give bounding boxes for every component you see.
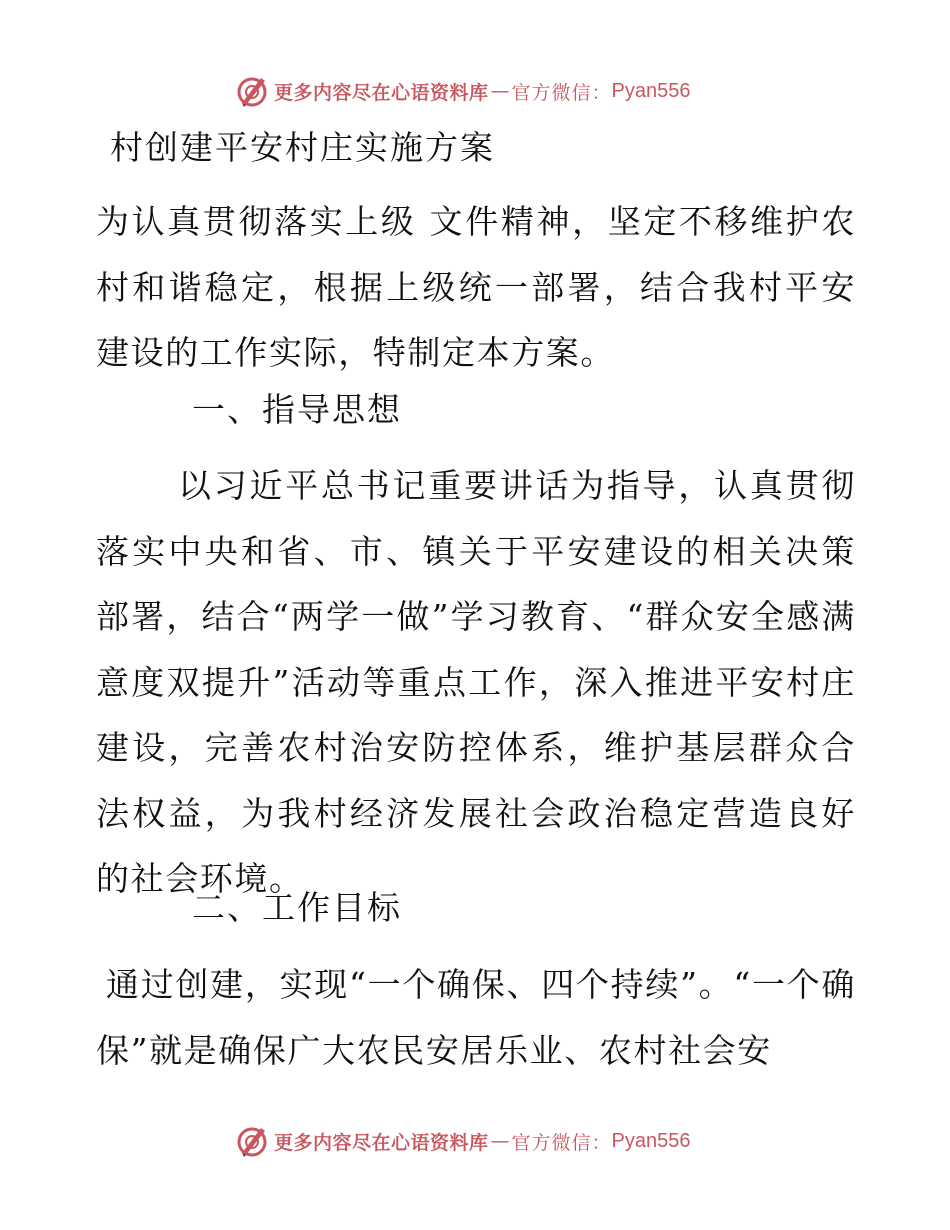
watermark-text: 更多内容尽在心语资料库 (274, 1131, 489, 1154)
pen-circle-logo-icon (234, 73, 270, 109)
section-heading-work-goals: 二、工作目标 (192, 888, 402, 927)
watermark-official-label: 官方微信： (511, 1131, 612, 1154)
pen-circle-logo-icon (234, 1123, 270, 1159)
watermark-official-label: 官方微信： (511, 81, 612, 104)
section-heading-guiding-thought: 一、指导思想 (192, 390, 402, 429)
watermark-wechat-id: Pyan556 (611, 79, 691, 102)
watermark-text: 更多内容尽在心语资料库 (274, 81, 489, 104)
watermark-wechat-id: Pyan556 (611, 1129, 691, 1152)
footer-watermark (234, 1121, 691, 1161)
watermark-separator: — (490, 80, 510, 102)
header-watermark (234, 71, 691, 111)
section-body-work-goals: 通过创建，实现“一个确保、四个持续”。“一个确保”就是确保广大农民安居乐业、农村社会安 (96, 965, 856, 1070)
section-body-guiding-thought: 以习近平总书记重要讲话为指导，认真贯彻落实中央和省、市、镇关于平安建设的相关决策部署，结合“两学一做”学习教育、“群众安全感满意度双提升”活动等重点工作，深入推进平安村庄建设，完善农村治安防控体系，维护基层群众合法权益，为我村经济发展社会政治稳定营造良好的社会环境。 (96, 466, 856, 898)
document-title: 村创建平安村庄实施方案 (110, 128, 495, 167)
watermark-separator: — (490, 1130, 510, 1152)
intro-paragraph: 为认真贯彻落实上级 文件精神，坚定不移维护农村和谐稳定，根据上级统一部署，结合我村平安建设的工作实际，特制定本方案。 (96, 202, 856, 372)
